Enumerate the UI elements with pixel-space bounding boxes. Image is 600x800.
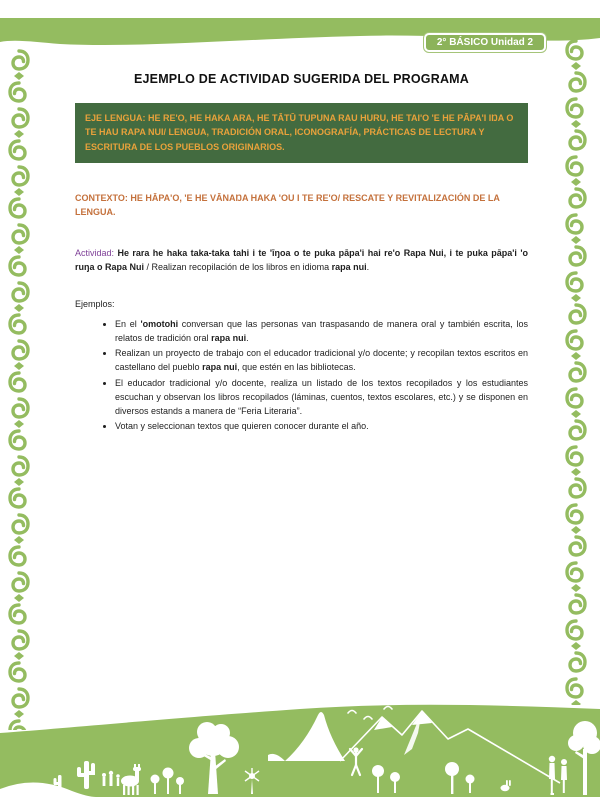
text-segment: El educador tradicional y/o docente, realiza un listado de los textos recopilados y los estudiantes escuchan y observan los libros recopilados (láminas, cuentos, textos escolares, etc.) y se disponen en diversos estands a manera de “Feria Literaria”. [115,377,528,416]
text-segment: rapa nui [331,262,367,273]
text-segment: Actividad: [75,248,115,258]
text-segment: . [246,333,249,344]
list-item [115,419,528,433]
text-segment: , que estén en las bibliotecas. [237,362,356,373]
actividad-text [75,246,528,274]
text-segment: En el [115,319,141,329]
text-segment: 'omotohi [140,319,179,329]
ejemplos-heading: Ejemplos: [75,299,115,309]
unit-badge: 2° BÁSICO Unidad 2 [424,33,546,52]
text-segment: Realizan un proyecto de trabajo con el educador tradicional y/o docente; y recopilan textos escritos en castellano del pueblo [115,348,528,373]
contexto-text: CONTEXTO: HE HĀPA'O, 'E HE VĀNAŊA HAKA 'OU I TE RE'O/ RESCATE Y REVITALIZACIÓN DE LA LENGUA. [75,193,500,218]
landscape-silhouettes-footer [0,703,600,800]
text-segment: conversan que las personas van traspasando de manera oral y también escrita, los relatos de tradición oral [115,319,529,344]
page-title: EJEMPLO DE ACTIVIDAD SUGERIDA DEL PROGRAMA [133,72,470,86]
list-item [115,346,528,374]
text-segment: Votan y seleccionan textos que quieren conocer durante el año. [115,420,369,431]
koru-pattern-left-border [8,48,30,730]
list-item [115,376,528,418]
koru-pattern-right-border [565,38,587,705]
list-item [115,317,528,345]
text-segment: / Realizan recopilación de los libros en idioma [144,262,332,273]
text-segment: rapa nui [211,333,247,344]
text-segment: rapa nui [202,362,238,373]
text-segment: He rara he haka taka-taka tahi i te 'īŋoa o te puka pāpa'i hai re'o Rapa Nui, i te puka pāpa'i 'o ruŋa o Rapa Nui [75,248,528,273]
eje-lengua-block: EJE LENGUA: HE RE'O, HE HAKA ARA, HE TĀTŪ TUPUNA RAU HURU, HE TAI'O 'E HE PĀPA'I IŊA O TE HAU RAPA NUI/ LENGUA, TRADICIÓN ORAL, ICONOGRAFÍA, PRÁCTICAS DE LECTURA Y ESCRITURA DE LOS PUEBLOS ORIGINARIOS. [75,103,528,163]
examples-list [75,317,528,434]
text-segment: . [366,262,370,273]
